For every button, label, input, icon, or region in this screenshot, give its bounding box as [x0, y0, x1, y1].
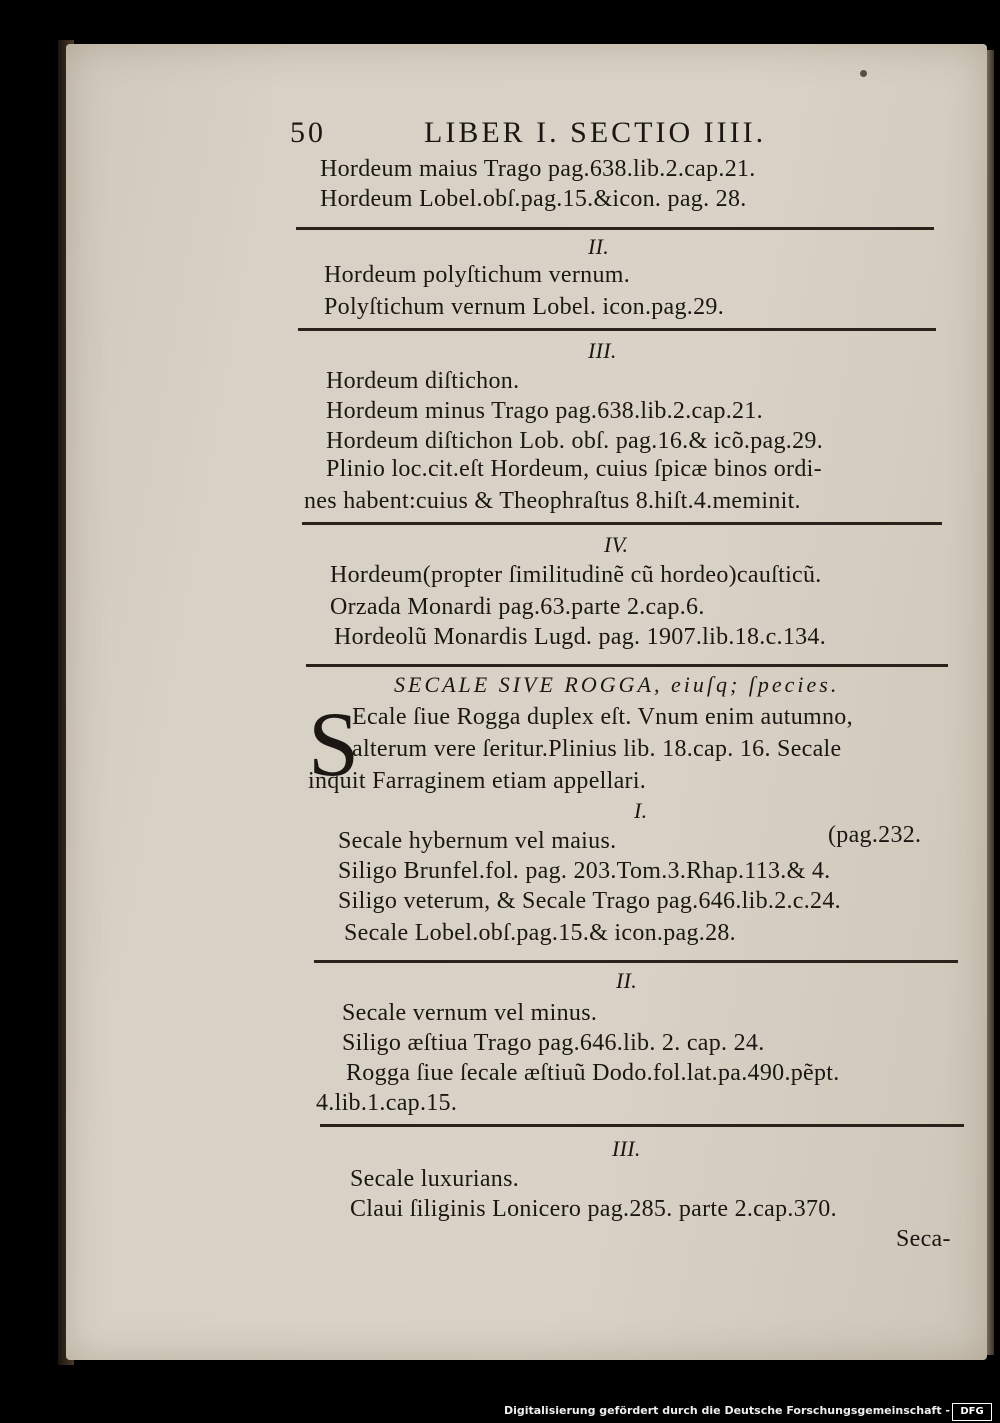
section-number: I.: [634, 798, 648, 823]
text-line: Siligo æſtiua Trago pag.646.lib. 2. cap. 24.: [342, 1030, 765, 1056]
drop-cap: S: [308, 693, 360, 795]
text-line: Hordeum diſtichon.: [326, 368, 520, 394]
section-rule: [320, 1124, 964, 1127]
text-line: Hordeum Lobel.obſ.pag.15.&icon. pag. 28.: [320, 186, 747, 212]
text-line: alterum vere ſeritur.Plinius lib. 18.cap. 16. Secale: [352, 736, 842, 762]
section-number: III.: [588, 338, 617, 363]
text-line: Hordeolũ Monardis Lugd. pag. 1907.lib.18.c.134.: [334, 624, 827, 650]
text-line: 4.lib.1.cap.15.: [316, 1090, 458, 1116]
section-rule: [314, 960, 958, 963]
text-line: Siligo Brunfel.fol. pag. 203.Tom.3.Rhap.113.& 4.: [338, 858, 831, 884]
text-line: Rogga ſiue ſecale æſtiuũ Dodo.fol.lat.pa.490.pẽpt.: [346, 1060, 840, 1086]
footer-credit: Digitalisierung gefördert durch die Deutsche Forschungsgemeinschaft -: [503, 1404, 950, 1417]
text-line: Hordeum(propter ſimilitudinẽ cũ hordeo)cauſticũ.: [330, 562, 822, 588]
text-line: Secale vernum vel minus.: [342, 1000, 598, 1026]
text-line: Hordeum polyſtichum vernum.: [324, 262, 631, 288]
text-line: Ecale ſiue Rogga duplex eſt. Vnum enim autumno,: [352, 704, 853, 730]
text-line: Secale hybernum vel maius.: [338, 828, 617, 854]
page-number: 50: [290, 116, 326, 149]
text-line: Plinio loc.cit.eſt Hordeum, cuius ſpicæ binos ordi-: [326, 456, 822, 482]
text-line: (pag.232.: [828, 822, 922, 848]
section-rule: [298, 328, 936, 331]
section-rule: [306, 664, 948, 667]
ink-speck: [860, 70, 867, 77]
section-rule: [296, 227, 934, 230]
digitization-footer: [0, 1400, 1000, 1423]
section-heading: SECALE SIVE ROGGA, eiuſq; ſpecies.: [394, 672, 840, 697]
text-line: Hordeum diſtichon Lob. obſ. pag.16.& icõ.pag.29.: [326, 428, 823, 454]
running-title: LIBER I. SECTIO IIII.: [424, 116, 767, 149]
text-line: Claui ſiliginis Lonicero pag.285. parte 2.cap.370.: [350, 1196, 837, 1222]
text-line: Polyſtichum vernum Lobel. icon.pag.29.: [324, 294, 725, 320]
section-number: II.: [588, 234, 610, 259]
catchword: Seca-: [896, 1226, 951, 1252]
text-line: Hordeum minus Trago pag.638.lib.2.cap.21.: [326, 398, 763, 424]
section-rule: [302, 522, 942, 525]
text-line: nes habent:cuius & Theophraſtus 8.hiſt.4.meminit.: [304, 488, 801, 514]
text-line: Secale Lobel.obſ.pag.15.& icon.pag.28.: [344, 920, 736, 946]
text-line: Secale luxurians.: [350, 1166, 520, 1192]
text-line: Siligo veterum, & Secale Trago pag.646.lib.2.c.24.: [338, 888, 841, 914]
section-number: IV.: [604, 532, 629, 557]
text-line: Orzada Monardi pag.63.parte 2.cap.6.: [330, 594, 705, 620]
dfg-logo: DFG: [952, 1403, 992, 1421]
text-line: Hordeum maius Trago pag.638.lib.2.cap.21.: [320, 156, 756, 182]
section-number: III.: [612, 1136, 641, 1161]
text-line: inquit Farraginem etiam appellari.: [308, 768, 647, 794]
section-number: II.: [616, 968, 638, 993]
book-page: [66, 44, 987, 1360]
